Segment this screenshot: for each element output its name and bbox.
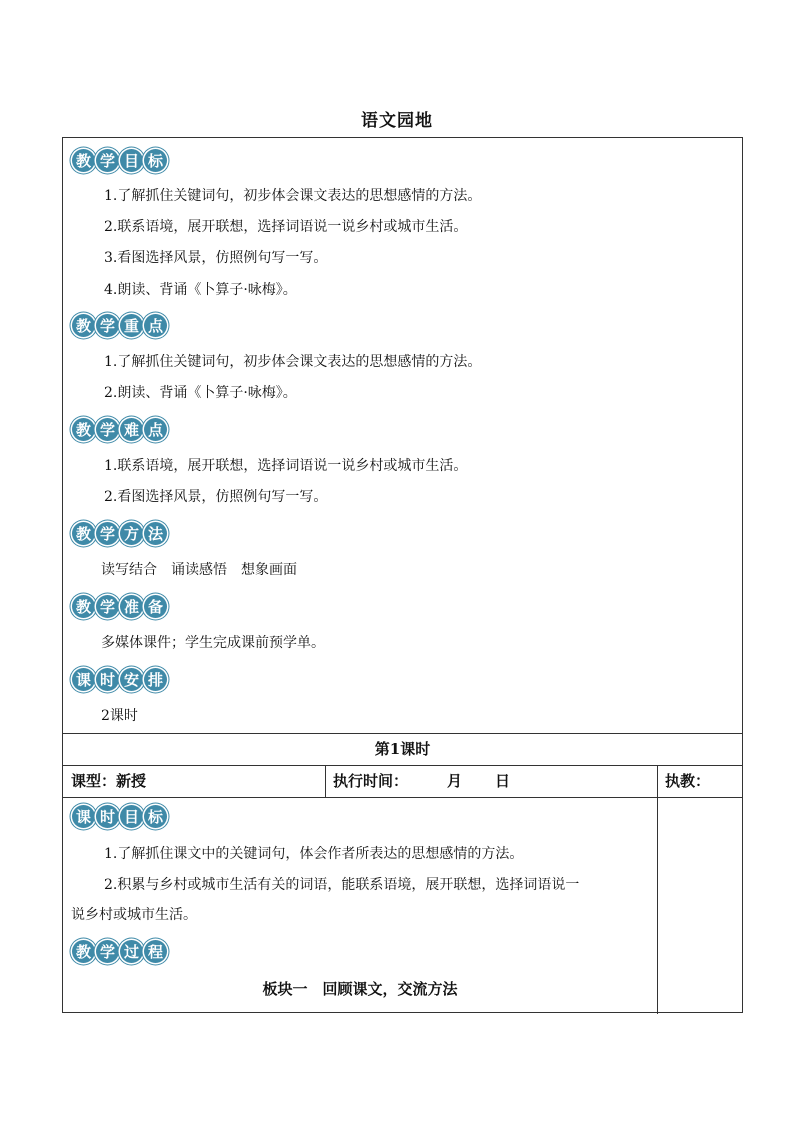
badge-char: 点: [144, 418, 167, 441]
preparation-text: 多媒体课件；学生完成课前预学单。: [101, 635, 325, 651]
key-point-item: 1.了解抓住关键词句，初步体会课文表达的思想感情的方法。: [104, 354, 482, 370]
badge-char: 课: [72, 668, 95, 691]
badge-char: 教: [72, 314, 95, 337]
row-divider: [63, 733, 742, 734]
section-badge-preparation: [72, 595, 167, 618]
lesson-goal-item: 2.积累与乡村或城市生活有关的词语，能联系语境，展开联想，选择词语说一: [104, 877, 580, 893]
section-badge-difficulties: [72, 418, 167, 441]
badge-char: 时: [96, 805, 119, 828]
column-divider: [325, 765, 326, 797]
badge-char: 教: [72, 418, 95, 441]
badge-char: 备: [144, 595, 167, 618]
row-divider: [63, 797, 742, 798]
teacher-label: 执教：: [665, 772, 711, 790]
section-badge-key-points: [72, 314, 167, 337]
badge-char: 目: [120, 149, 143, 172]
badge-char: 重: [120, 314, 143, 337]
badge-char: 学: [96, 418, 119, 441]
lesson-plan-table: [62, 137, 743, 1013]
difficulty-item: 2.看图选择风景，仿照例句写一写。: [104, 489, 328, 505]
badge-char: 难: [120, 418, 143, 441]
section-badge-goals: [72, 149, 167, 172]
badge-char: 教: [72, 940, 95, 963]
day-label: 日: [495, 772, 511, 790]
row-divider: [63, 765, 742, 766]
badge-char: 标: [144, 805, 167, 828]
goal-item: 2.联系语境，展开联想，选择词语说一说乡村或城市生活。: [104, 219, 468, 235]
block-title: 板块一 回顾课文，交流方法: [262, 980, 458, 998]
execution-time-label: 执行时间：: [333, 772, 409, 790]
goal-item: 3.看图选择风景，仿照例句写一写。: [104, 250, 328, 266]
lesson-goal-item: 1.了解抓住课文中的关键词句，体会作者所表达的思想感情的方法。: [104, 846, 524, 862]
badge-char: 时: [96, 668, 119, 691]
month-label: 月: [447, 772, 463, 790]
badge-char: 学: [96, 940, 119, 963]
key-point-item: 2.朗读、背诵《卜算子·咏梅》。: [104, 385, 297, 401]
section-badge-schedule: [72, 668, 167, 691]
badge-char: 教: [72, 149, 95, 172]
page-title: 语文园地: [361, 111, 433, 131]
lesson-type: 课型：新授: [71, 772, 147, 790]
lesson-heading: 第1课时: [374, 740, 431, 758]
badge-char: 准: [120, 595, 143, 618]
badge-char: 标: [144, 149, 167, 172]
badge-char: 目: [120, 805, 143, 828]
lesson-goal-item: 说乡村或城市生活。: [71, 907, 197, 923]
schedule-text: 2课时: [101, 708, 138, 724]
badge-char: 学: [96, 522, 119, 545]
methods-text: 读写结合 诵读感悟 想象画面: [101, 562, 297, 578]
section-badge-methods: [72, 522, 167, 545]
difficulty-item: 1.联系语境，展开联想，选择词语说一说乡村或城市生活。: [104, 458, 468, 474]
goal-item: 4.朗读、背诵《卜算子·咏梅》。: [104, 282, 297, 298]
badge-char: 学: [96, 314, 119, 337]
badge-char: 法: [144, 522, 167, 545]
goal-item: 1.了解抓住关键词句，初步体会课文表达的思想感情的方法。: [104, 188, 482, 204]
badge-char: 课: [72, 805, 95, 828]
section-badge-process: [72, 940, 167, 963]
badge-char: 学: [96, 149, 119, 172]
badge-char: 方: [120, 522, 143, 545]
section-badge-lesson-goals: [72, 805, 167, 828]
badge-char: 学: [96, 595, 119, 618]
badge-char: 安: [120, 668, 143, 691]
badge-char: 教: [72, 522, 95, 545]
badge-char: 过: [120, 940, 143, 963]
badge-char: 程: [144, 940, 167, 963]
badge-char: 点: [144, 314, 167, 337]
badge-char: 排: [144, 668, 167, 691]
column-divider: [657, 765, 658, 1014]
badge-char: 教: [72, 595, 95, 618]
